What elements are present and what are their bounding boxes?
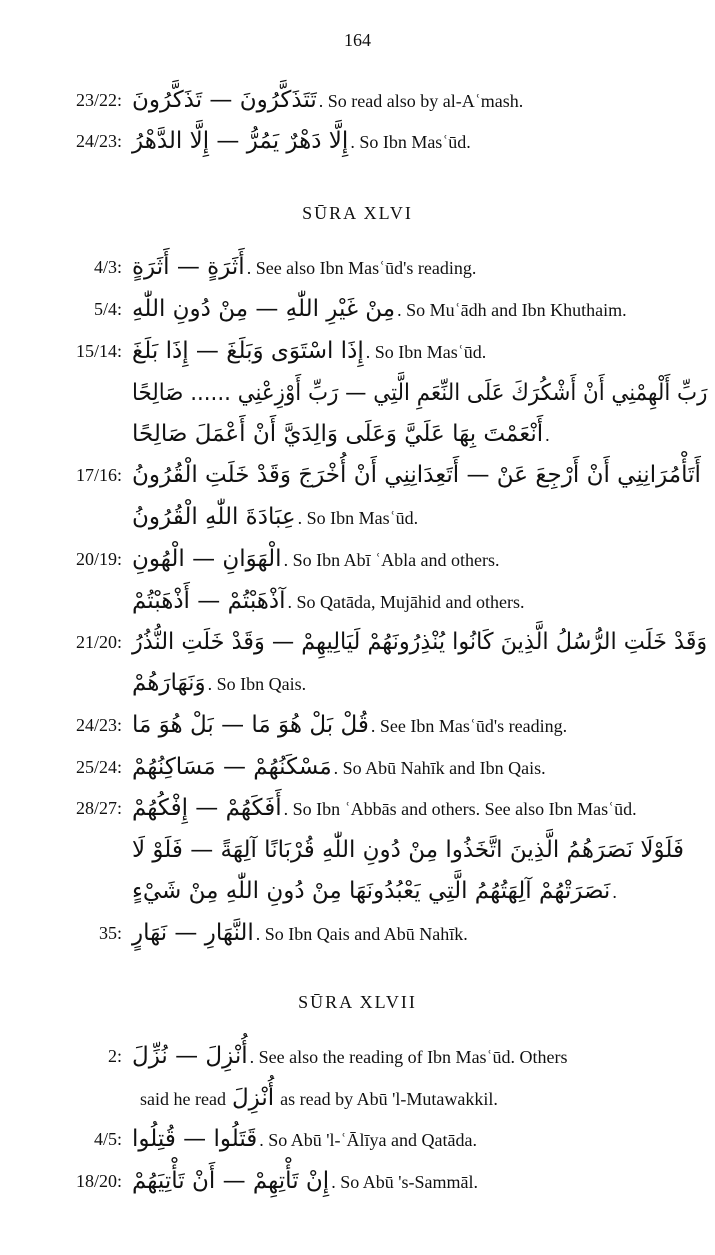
reading-line: [132, 381, 709, 405]
arabic-variant: إِنْ تَأْتِهِمْ — أَنْ تَأْتِيَهُمْ: [132, 1168, 330, 1194]
reading-line: [132, 463, 703, 487]
note-text: . So Abū Nahīk and Ibn Qais.: [333, 758, 546, 778]
note-text: .: [612, 882, 617, 902]
arabic-variant: مَسْكَنُهُمْ — مَسَاكِنُهُمْ: [132, 754, 332, 780]
arabic-variant: النَّهَارِ — نَهَارٍ: [132, 920, 254, 946]
arabic-variant: عِبَادَةَ اللّٰهِ الْقُرُونُ: [132, 504, 296, 530]
verse-ref: 5/4:: [93, 299, 122, 319]
reading-line: [132, 297, 627, 322]
verse-ref: 17/16:: [75, 465, 122, 485]
arabic-variant: أَثَرَةٍ — أَثَرَةٍ: [132, 254, 245, 280]
note-text: . So Abū 's-Sammāl.: [331, 1172, 478, 1192]
note-text: . So Muʿādh and Ibn Khuthaim.: [397, 300, 627, 320]
verse-ref: 35:: [98, 923, 122, 943]
note-text: . So Ibn Masʿūd.: [297, 508, 419, 528]
verse-ref: 15/14:: [75, 341, 122, 361]
reading-line: [132, 755, 546, 780]
verse-ref: 21/20:: [75, 632, 122, 652]
note-text: . So Ibn Abī ʿAbla and others.: [283, 550, 500, 570]
note-text: . So Ibn Qais.: [207, 674, 307, 694]
verse-ref: 28/27:: [75, 798, 122, 818]
reading-line: [132, 589, 524, 614]
note-text: said he read: [140, 1089, 226, 1109]
reading-line: [132, 547, 500, 572]
arabic-variant: قُلْ بَلْ هُوَ مَا — بَلْ هُوَ مَا: [132, 712, 369, 738]
reading-line: [132, 255, 476, 280]
reading-line: [132, 422, 550, 447]
arabic-variant: تَتَذَكَّرُونَ — تَذَكَّرُونَ: [132, 87, 317, 113]
verse-ref: 20/19:: [75, 549, 122, 569]
note-text: . See also Ibn Masʿūd's reading.: [246, 258, 477, 278]
arabic-variant: فَلَوْلَا نَصَرَهُمُ الَّذِينَ اتَّخَذُوا مِنْ دُونِ اللّٰهِ قُرْبَانًا آلِهَةً — فَلَوْ لَا: [132, 837, 684, 863]
arabic-variant: قَتَلُوا — قُتِلُوا: [132, 1126, 258, 1152]
reading-line: [132, 796, 637, 821]
arabic-variant: إِذَا اسْتَوَى وَبَلَغَ — إِذَا بَلَغَ: [132, 338, 364, 364]
note-text: . See Ibn Masʿūd's reading.: [370, 716, 568, 736]
arabic-variant: أَنْعَمْتَ بِهَا عَلَيَّ وَعَلَى وَالِدَيَّ أَنْ أَعْمَلَ صَالِحًا: [132, 421, 544, 447]
arabic-variant: آذْهَبْتُمْ — أَذْهَبْتُمْ: [132, 588, 286, 614]
sura-heading: SŪRA XLVI: [302, 203, 413, 223]
verse-ref: 24/23:: [75, 715, 122, 735]
note-text: . See also the reading of Ibn Masʿūd. Others: [249, 1047, 568, 1067]
reading-line: [132, 671, 306, 696]
note-text: . So read also by al-Aʿmash.: [318, 91, 524, 111]
note-text: . So Qatāda, Mujāhid and others.: [287, 592, 525, 612]
note-text: as read by Abū 'l-Mutawakkil.: [280, 1089, 498, 1109]
note-text: . So Ibn ʿAbbās and others. See also Ibn Masʿūd.: [283, 799, 637, 819]
reading-line: [132, 879, 617, 904]
reading-line: [132, 88, 523, 113]
reading-line: [132, 630, 709, 654]
arabic-variant: إِلَّا دَهْرٌ يَمُرُّ — إِلَّا الدَّهْرُ: [132, 128, 349, 154]
arabic-variant: الْهَوَانِ — الْهُونِ: [132, 546, 282, 572]
verse-ref: 4/5:: [93, 1129, 122, 1149]
page-number: 164: [344, 30, 371, 50]
note-text: .: [545, 425, 550, 445]
verse-ref: 18/20:: [75, 1171, 122, 1191]
reading-line: [132, 838, 686, 862]
arabic-variant: وَنَهَارَهُمْ: [132, 670, 206, 696]
reading-line: [132, 713, 567, 738]
note-text: . So Ibn Masʿūd.: [350, 132, 471, 152]
arabic-variant: أُنْزِلَ: [231, 1085, 275, 1111]
arabic-variant: رَبِّ أَلْهِمْنِي أَنْ أَشْكُرَكَ عَلَى النِّعَمِ الَّتِي — رَبِّ أَوْزِعْنِي ...... صَالِحًا: [132, 380, 708, 406]
verse-ref: 2:: [107, 1046, 122, 1066]
note-text: . So Ibn Qais and Abū Nahīk.: [255, 924, 468, 944]
reading-line: [140, 1086, 498, 1111]
reading-line: [132, 1044, 568, 1069]
note-text: . So Abū 'l-ʿĀlīya and Qatāda.: [259, 1130, 477, 1150]
verse-ref: 25/24:: [75, 757, 122, 777]
arabic-variant: مِنْ غَيْرِ اللّٰهِ — مِنْ دُونِ اللّٰهِ: [132, 296, 396, 322]
reading-line: [132, 1127, 477, 1152]
verse-ref: 23/22:: [75, 90, 122, 110]
reading-line: [132, 505, 418, 530]
verse-ref: 24/23:: [75, 131, 122, 151]
arabic-variant: أَتَأْمُرَانِنِي أَنْ أَرْجِعَ عَنْ — أَتَعِدَانِنِي أَنْ أُخْرَجَ وَقَدْ خَلَتِ الْقُرُونُ: [132, 462, 701, 488]
reading-line: [132, 921, 468, 946]
arabic-variant: وَقَدْ خَلَتِ الرُّسُلُ الَّذِينَ كَانُوا يُنْذِرُونَهُمْ لَيَالِيهِمْ — وَقَدْ خَلَتِ النُّذُرُ: [132, 629, 708, 655]
reading-line: [132, 339, 486, 364]
reading-line: [132, 129, 471, 154]
arabic-variant: أُنْزِلَ — نُزِّلَ: [132, 1043, 248, 1069]
verse-ref: 4/3:: [93, 257, 122, 277]
note-text: . So Ibn Masʿūd.: [365, 342, 487, 362]
arabic-variant: أَفَكَهُمْ — إِفْكُهُمْ: [132, 795, 282, 821]
sura-heading: SŪRA XLVII: [298, 992, 417, 1012]
arabic-variant: نَصَرَتْهُمْ آلِهَتُهُمُ الَّتِي يَعْبُدُونَهَا مِنْ دُونِ اللّٰهِ مِنْ شَيْءٍ: [132, 878, 611, 904]
reading-line: [132, 1169, 478, 1194]
